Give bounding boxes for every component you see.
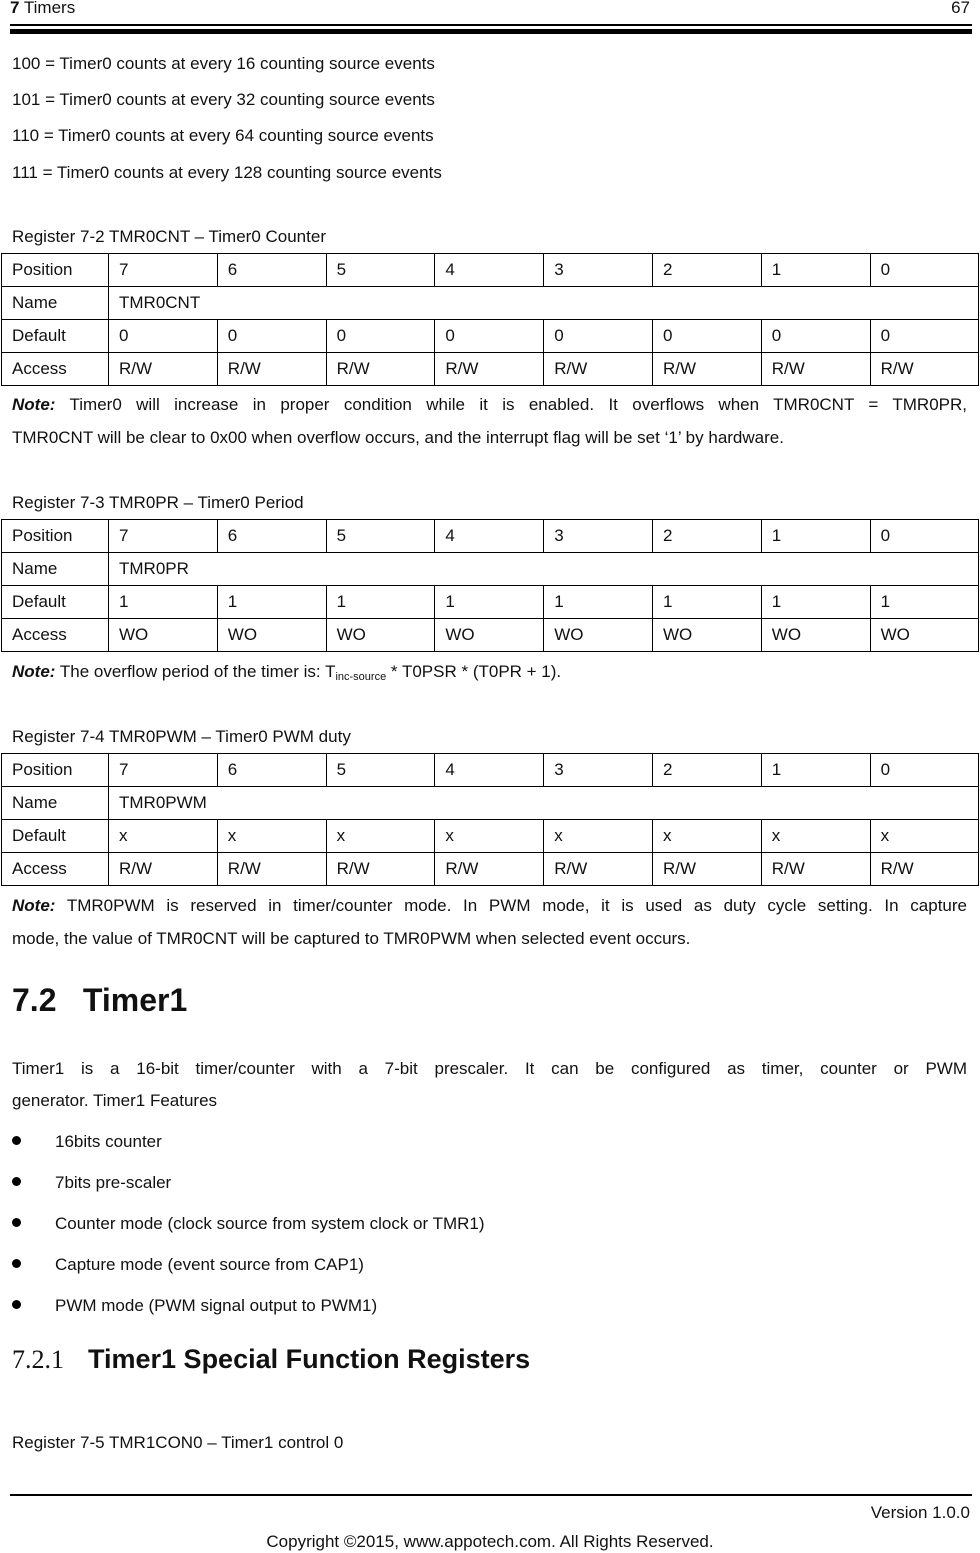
cell: R/W	[870, 353, 979, 386]
cell: 0	[217, 320, 326, 353]
cell: x	[109, 820, 218, 853]
row-label: Name	[2, 287, 109, 320]
cell: 7	[109, 254, 218, 287]
bullet-icon	[12, 1218, 21, 1227]
list-item-text: Capture mode (event source from CAP1)	[55, 1255, 364, 1274]
table-row-access	[2, 353, 979, 386]
table-row-access	[2, 619, 979, 652]
note-label: Note:	[12, 395, 56, 414]
version-label: Version 1.0.0	[870, 1503, 970, 1522]
cell: x	[435, 820, 544, 853]
note-text: The overflow period of the timer is: T	[55, 662, 336, 681]
table-row-name	[2, 553, 979, 586]
note-label: Note:	[12, 662, 56, 681]
cell: 1	[435, 586, 544, 619]
cell: 1	[544, 586, 653, 619]
cell: 1	[326, 586, 435, 619]
cell: x	[326, 820, 435, 853]
row-label: Position	[2, 520, 109, 553]
register-name: TMR0CNT	[109, 287, 979, 320]
register-table-tmr0pr	[1, 519, 979, 652]
cell: 1	[217, 586, 326, 619]
list-item-text: 16bits counter	[55, 1132, 162, 1151]
list-item	[12, 1214, 485, 1234]
register-name: TMR0PWM	[109, 787, 979, 820]
cell: R/W	[652, 353, 761, 386]
list-item	[12, 1296, 377, 1316]
section-title: Timer1	[82, 982, 188, 1018]
register-name: TMR0PR	[109, 553, 979, 586]
note-tmr0cnt-cont: TMR0CNT will be clear to 0x00 when overflow occurs, and the interrupt flag will be set ‘1’ by hardware.	[12, 428, 784, 447]
register-caption: Register 7-4 TMR0PWM – Timer0 PWM duty	[12, 727, 351, 746]
row-label: Access	[2, 619, 109, 652]
table-row-default	[2, 586, 979, 619]
cell: x	[544, 820, 653, 853]
cell: x	[217, 820, 326, 853]
section-heading	[12, 982, 187, 1019]
register-caption: Register 7-3 TMR0PR – Timer0 Period	[12, 493, 304, 512]
cell: 3	[544, 254, 653, 287]
register-caption: Register 7-5 TMR1CON0 – Timer1 control 0	[12, 1433, 344, 1452]
row-label: Default	[2, 586, 109, 619]
header-rule-thick	[10, 29, 972, 34]
cell: 0	[544, 320, 653, 353]
cell: R/W	[435, 853, 544, 886]
cell: R/W	[761, 353, 870, 386]
register-caption: Register 7-2 TMR0CNT – Timer0 Counter	[12, 227, 326, 246]
cell: 1	[761, 586, 870, 619]
cell: R/W	[109, 853, 218, 886]
cell: 0	[870, 754, 979, 787]
bullet-icon	[12, 1177, 21, 1186]
cell: WO	[326, 619, 435, 652]
subsection-number: 7.2.1	[12, 1345, 64, 1374]
table-row-default	[2, 320, 979, 353]
cell: 0	[652, 320, 761, 353]
cell: 4	[435, 254, 544, 287]
row-label: Name	[2, 787, 109, 820]
cell: 1	[761, 520, 870, 553]
list-item	[12, 1255, 364, 1275]
cell: 1	[652, 586, 761, 619]
cell: x	[761, 820, 870, 853]
table-row-name	[2, 787, 979, 820]
cell: 0	[435, 320, 544, 353]
register-table-tmr0pwm	[1, 753, 979, 886]
bullet-icon	[12, 1300, 21, 1309]
cell: 1	[761, 254, 870, 287]
subsection-title: Timer1 Special Function Registers	[88, 1344, 531, 1374]
cell: 2	[652, 520, 761, 553]
table-row-name	[2, 287, 979, 320]
cell: x	[870, 820, 979, 853]
table-row-position	[2, 254, 979, 287]
list-item	[12, 1173, 171, 1193]
prescaler-line: 100 = Timer0 counts at every 16 counting source events	[12, 54, 435, 73]
cell: 6	[217, 254, 326, 287]
section-paragraph: Timer1 is a 16-bit timer/counter with a 7-bit prescaler. It can be configured as timer, counter or PWM	[12, 1059, 967, 1078]
cell: 0	[870, 254, 979, 287]
cell: 0	[870, 320, 979, 353]
note-tmr0pr	[12, 655, 967, 694]
row-label: Access	[2, 853, 109, 886]
list-item-text: PWM mode (PWM signal output to PWM1)	[55, 1296, 378, 1315]
note-text: TMR0PWM is reserved in timer/counter mode. In PWM mode, it is used as duty cycle setting. In capture	[55, 896, 967, 915]
note-tmr0cnt	[12, 388, 967, 422]
cell: WO	[761, 619, 870, 652]
cell: 5	[326, 254, 435, 287]
cell: 0	[761, 320, 870, 353]
row-label: Position	[2, 254, 109, 287]
copyright-label: Copyright ©2015, www.appotech.com. All Rights Reserved.	[266, 1532, 714, 1551]
footer-rule	[10, 1494, 972, 1496]
cell: 5	[326, 520, 435, 553]
prescaler-line: 110 = Timer0 counts at every 64 counting source events	[12, 126, 434, 145]
chapter-title: Timers	[23, 0, 76, 17]
section-number: 7.2	[12, 982, 57, 1018]
cell: 1	[761, 754, 870, 787]
cell: R/W	[544, 353, 653, 386]
cell: WO	[544, 619, 653, 652]
note-text: Timer0 will increase in proper condition while it is enabled. It overflows when TMR0CNT = TMR0PR,	[55, 395, 967, 414]
cell: R/W	[326, 353, 435, 386]
cell: 3	[544, 754, 653, 787]
cell: 4	[435, 754, 544, 787]
subsection-heading	[12, 1344, 530, 1375]
cell: R/W	[870, 853, 979, 886]
cell: 2	[652, 254, 761, 287]
cell: R/W	[761, 853, 870, 886]
cell: 6	[217, 754, 326, 787]
cell: 1	[109, 586, 218, 619]
note-tmr0pwm-cont: mode, the value of TMR0CNT will be captured to TMR0PWM when selected event occurs.	[12, 929, 691, 948]
row-label: Position	[2, 754, 109, 787]
table-row-default	[2, 820, 979, 853]
running-header	[10, 0, 75, 18]
cell: R/W	[326, 853, 435, 886]
cell: 7	[109, 754, 218, 787]
row-label: Default	[2, 320, 109, 353]
bullet-icon	[12, 1259, 21, 1268]
cell: x	[652, 820, 761, 853]
cell: R/W	[652, 853, 761, 886]
list-item-text: Counter mode (clock source from system clock or TMR1)	[55, 1214, 485, 1233]
prescaler-line: 101 = Timer0 counts at every 32 counting source events	[12, 90, 435, 109]
section-paragraph-cont: generator. Timer1 Features	[12, 1091, 218, 1110]
table-row-position	[2, 754, 979, 787]
cell: 7	[109, 520, 218, 553]
row-label: Name	[2, 553, 109, 586]
cell: 2	[652, 754, 761, 787]
note-text-end: * T0PSR * (T0PR + 1).	[386, 662, 562, 681]
cell: 5	[326, 754, 435, 787]
cell: R/W	[435, 353, 544, 386]
cell: WO	[870, 619, 979, 652]
cell: R/W	[217, 853, 326, 886]
register-table-tmr0cnt	[1, 253, 979, 386]
note-tmr0pwm	[12, 889, 967, 923]
cell: 4	[435, 520, 544, 553]
header-rule	[10, 24, 972, 26]
row-label: Default	[2, 820, 109, 853]
list-item	[12, 1132, 162, 1152]
cell: 0	[109, 320, 218, 353]
cell: 0	[326, 320, 435, 353]
cell: R/W	[217, 353, 326, 386]
cell: WO	[652, 619, 761, 652]
cell: 6	[217, 520, 326, 553]
cell: R/W	[109, 353, 218, 386]
page-number: 67	[951, 0, 970, 17]
cell: R/W	[544, 853, 653, 886]
cell: 0	[870, 520, 979, 553]
chapter-number: 7	[10, 0, 20, 17]
cell: WO	[217, 619, 326, 652]
note-subscript: inc-source	[335, 671, 387, 683]
cell: 1	[870, 586, 979, 619]
note-label: Note:	[12, 896, 56, 915]
list-item-text: 7bits pre-scaler	[55, 1173, 172, 1192]
table-row-position	[2, 520, 979, 553]
cell: WO	[435, 619, 544, 652]
prescaler-line: 111 = Timer0 counts at every 128 counting source events	[12, 163, 442, 182]
cell: WO	[109, 619, 218, 652]
bullet-icon	[12, 1136, 21, 1145]
row-label: Access	[2, 353, 109, 386]
cell: 3	[544, 520, 653, 553]
table-row-access	[2, 853, 979, 886]
